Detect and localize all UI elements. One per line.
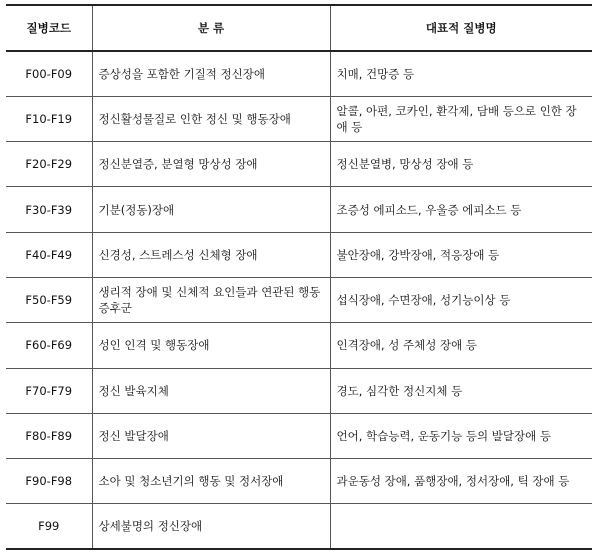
representative-disease-cell: 언어, 학습능력, 운동기능 등의 발달장애 등 [330, 413, 592, 458]
table-row [6, 187, 592, 232]
category-cell: 생리적 장애 및 신체적 요인들과 연관된 행동 증후군 [92, 277, 330, 322]
table-body [6, 51, 592, 549]
disease-code-cell: F90-F98 [6, 459, 92, 504]
representative-disease-cell: 인격장애, 성 주체성 장애 등 [330, 323, 592, 368]
disease-code-cell: F30-F39 [6, 187, 92, 232]
category-cell: 성인 인격 및 행동장애 [92, 323, 330, 368]
disease-code-cell: F80-F89 [6, 413, 92, 458]
disease-code-cell: F20-F29 [6, 142, 92, 187]
table-row [6, 459, 592, 504]
table-row [6, 504, 592, 549]
table-header [6, 5, 592, 51]
representative-disease-cell: 알콜, 아편, 코카인, 환각제, 담배 등으로 인한 장애 등 [330, 96, 592, 141]
category-cell: 정신분열증, 분열형 망상성 장애 [92, 142, 330, 187]
representative-disease-cell: 치매, 건망증 등 [330, 51, 592, 96]
disease-code-cell: F00-F09 [6, 51, 92, 96]
header-disease-code: 질병코드 [6, 5, 92, 51]
disease-code-cell: F99 [6, 504, 92, 549]
header-row [6, 5, 592, 51]
table-row [6, 96, 592, 141]
category-cell: 정신활성물질로 인한 정신 및 행동장애 [92, 96, 330, 141]
representative-disease-cell: 조증성 에피소드, 우울증 에피소드 등 [330, 187, 592, 232]
table-row [6, 232, 592, 277]
table-row [6, 51, 592, 96]
representative-disease-cell: 정신분열병, 망상성 장애 등 [330, 142, 592, 187]
disease-code-cell: F10-F19 [6, 96, 92, 141]
table-row [6, 323, 592, 368]
representative-disease-cell: 과운동성 장애, 품행장애, 정서장애, 틱 장애 등 [330, 459, 592, 504]
representative-disease-cell [330, 504, 592, 549]
header-representative-disease: 대표적 질병명 [330, 5, 592, 51]
category-cell: 정신 발달장애 [92, 413, 330, 458]
representative-disease-cell: 섭식장애, 수면장애, 성기능이상 등 [330, 277, 592, 322]
disease-code-cell: F40-F49 [6, 232, 92, 277]
category-cell: 신경성, 스트레스성 신체형 장애 [92, 232, 330, 277]
table-row [6, 368, 592, 413]
category-cell: 정신 발육지체 [92, 368, 330, 413]
disease-code-cell: F60-F69 [6, 323, 92, 368]
representative-disease-cell: 불안장애, 강박장애, 적응장애 등 [330, 232, 592, 277]
disease-classification-table-wrap [6, 4, 592, 550]
disease-classification-table [6, 4, 592, 550]
table-row [6, 142, 592, 187]
representative-disease-cell: 경도, 심각한 정신지체 등 [330, 368, 592, 413]
category-cell: 증상성을 포함한 기질적 정신장애 [92, 51, 330, 96]
category-cell: 소아 및 청소년기의 행동 및 정서장애 [92, 459, 330, 504]
disease-code-cell: F50-F59 [6, 277, 92, 322]
category-cell: 기분(정동)장애 [92, 187, 330, 232]
category-cell: 상세불명의 정신장애 [92, 504, 330, 549]
table-row [6, 277, 592, 322]
header-category: 분 류 [92, 5, 330, 51]
disease-code-cell: F70-F79 [6, 368, 92, 413]
table-row [6, 413, 592, 458]
